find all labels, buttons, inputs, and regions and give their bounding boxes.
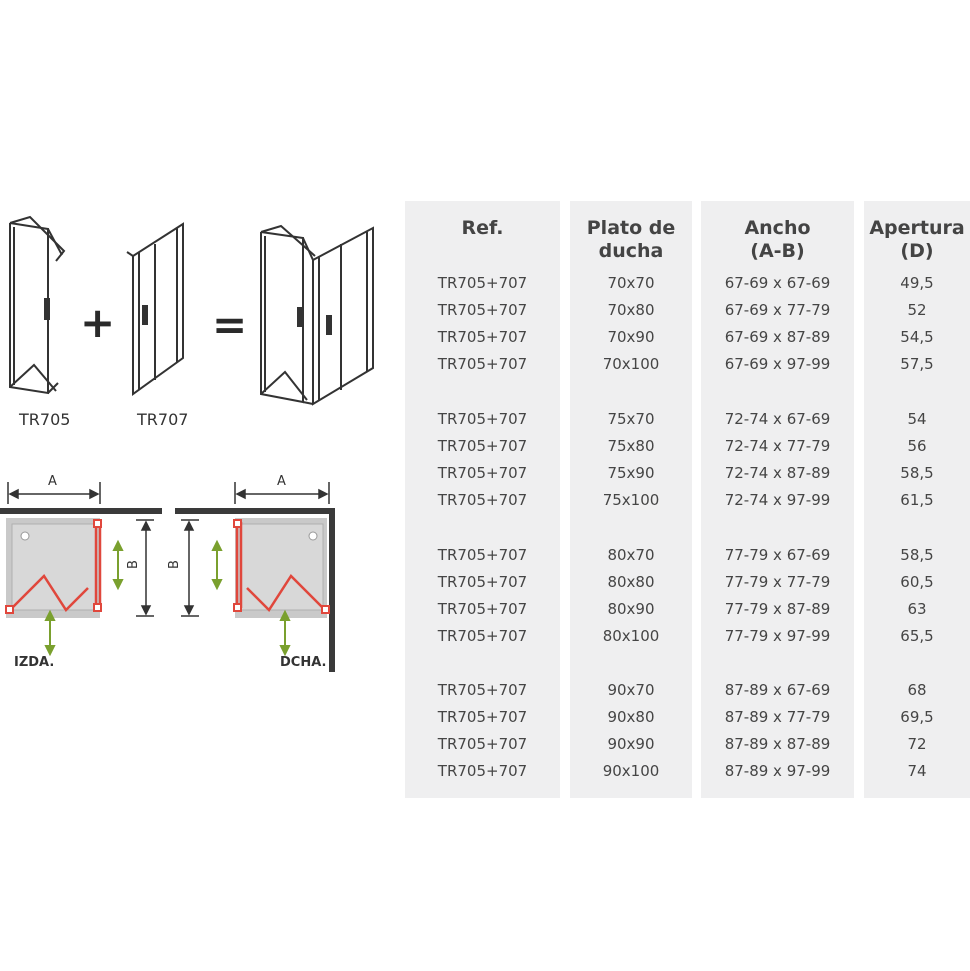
cell-plato: 90x90 bbox=[607, 735, 655, 753]
cell-ref: TR705+707 bbox=[437, 274, 528, 292]
cell-plato: 90x80 bbox=[607, 708, 655, 726]
cell-ref: TR705+707 bbox=[437, 681, 528, 699]
cell-apertura: 52 bbox=[907, 301, 927, 319]
cell-apertura: 57,5 bbox=[900, 355, 934, 373]
tr707-panel-illustration bbox=[125, 218, 195, 398]
cell-ref: TR705+707 bbox=[437, 627, 528, 645]
cell-ancho: 67-69 x 97-99 bbox=[724, 355, 831, 373]
cell-ancho: 77-79 x 67-69 bbox=[724, 546, 831, 564]
izda-label: IZDA. bbox=[14, 655, 55, 670]
cell-ancho: 67-69 x 67-69 bbox=[724, 274, 831, 292]
plan-view-left-izda bbox=[0, 470, 165, 680]
cell-ancho: 72-74 x 77-79 bbox=[724, 437, 831, 455]
cell-ref: TR705+707 bbox=[437, 546, 528, 564]
cell-apertura: 65,5 bbox=[900, 627, 934, 645]
cell-ancho: 72-74 x 97-99 bbox=[724, 491, 831, 509]
cell-ancho: 87-89 x 77-79 bbox=[724, 708, 831, 726]
cell-ref: TR705+707 bbox=[437, 355, 528, 373]
tr705-label: TR705 bbox=[19, 410, 71, 429]
cell-plato: 90x70 bbox=[607, 681, 655, 699]
combined-enclosure-illustration bbox=[255, 222, 380, 412]
cell-plato: 80x90 bbox=[607, 600, 655, 618]
cell-ancho: 72-74 x 87-89 bbox=[724, 464, 831, 482]
cell-plato: 80x80 bbox=[607, 573, 655, 591]
plus-sign: + bbox=[80, 298, 116, 347]
cell-ref: TR705+707 bbox=[437, 762, 528, 780]
cell-apertura: 72 bbox=[907, 735, 927, 753]
cell-plato: 70x80 bbox=[607, 301, 655, 319]
cell-plato: 75x70 bbox=[607, 410, 655, 428]
column-header-ancho: Ancho (A-B) bbox=[744, 217, 811, 262]
column-ref bbox=[405, 201, 560, 798]
cell-apertura: 69,5 bbox=[900, 708, 934, 726]
cell-ref: TR705+707 bbox=[437, 708, 528, 726]
cell-ref: TR705+707 bbox=[437, 573, 528, 591]
cell-ancho: 67-69 x 77-79 bbox=[724, 301, 831, 319]
cell-ref: TR705+707 bbox=[437, 464, 528, 482]
tr707-label: TR707 bbox=[137, 410, 189, 429]
dcha-label: DCHA. bbox=[280, 655, 327, 670]
dimension-a-right: A bbox=[277, 474, 286, 489]
cell-plato: 80x70 bbox=[607, 546, 655, 564]
column-header-apertura: Apertura (D) bbox=[869, 217, 965, 262]
cell-apertura: 58,5 bbox=[900, 464, 934, 482]
cell-ancho: 77-79 x 87-89 bbox=[724, 600, 831, 618]
dimension-a-left: A bbox=[48, 474, 57, 489]
cell-ancho: 87-89 x 67-69 bbox=[724, 681, 831, 699]
cell-plato: 75x100 bbox=[602, 491, 660, 509]
cell-ref: TR705+707 bbox=[437, 437, 528, 455]
cell-ancho: 72-74 x 67-69 bbox=[724, 410, 831, 428]
cell-plato: 75x80 bbox=[607, 437, 655, 455]
column-header-ref: Ref. bbox=[461, 217, 504, 239]
cell-apertura: 61,5 bbox=[900, 491, 934, 509]
cell-plato: 75x90 bbox=[607, 464, 655, 482]
column-apertura bbox=[864, 201, 970, 798]
cell-ancho: 87-89 x 87-89 bbox=[724, 735, 831, 753]
cell-ref: TR705+707 bbox=[437, 735, 528, 753]
cell-ref: TR705+707 bbox=[437, 328, 528, 346]
equals-sign: = bbox=[212, 300, 248, 349]
plan-view-right-dcha bbox=[175, 470, 340, 680]
cell-ancho: 67-69 x 87-89 bbox=[724, 328, 831, 346]
column-plato bbox=[570, 201, 692, 798]
cell-apertura: 60,5 bbox=[900, 573, 934, 591]
dimension-b-left: B bbox=[125, 560, 141, 569]
cell-plato: 70x70 bbox=[607, 274, 655, 292]
cell-ref: TR705+707 bbox=[437, 600, 528, 618]
cell-plato: 80x100 bbox=[602, 627, 660, 645]
cell-ancho: 87-89 x 97-99 bbox=[724, 762, 831, 780]
cell-ref: TR705+707 bbox=[437, 410, 528, 428]
cell-apertura: 54 bbox=[907, 410, 927, 428]
cell-ancho: 77-79 x 77-79 bbox=[724, 573, 831, 591]
cell-apertura: 49,5 bbox=[900, 274, 934, 292]
cell-apertura: 74 bbox=[907, 762, 927, 780]
cell-ancho: 77-79 x 97-99 bbox=[724, 627, 831, 645]
cell-apertura: 58,5 bbox=[900, 546, 934, 564]
cell-ref: TR705+707 bbox=[437, 301, 528, 319]
cell-ref: TR705+707 bbox=[437, 491, 528, 509]
cell-plato: 90x100 bbox=[602, 762, 660, 780]
cell-apertura: 63 bbox=[907, 600, 927, 618]
cell-plato: 70x100 bbox=[602, 355, 660, 373]
cell-apertura: 68 bbox=[907, 681, 927, 699]
cell-apertura: 54,5 bbox=[900, 328, 934, 346]
column-ancho bbox=[701, 201, 854, 798]
cell-apertura: 56 bbox=[907, 437, 927, 455]
tr705-door-illustration bbox=[0, 215, 75, 400]
column-header-plato: Plato de ducha bbox=[586, 217, 676, 262]
dimension-b-right: B bbox=[166, 560, 182, 569]
cell-plato: 70x90 bbox=[607, 328, 655, 346]
